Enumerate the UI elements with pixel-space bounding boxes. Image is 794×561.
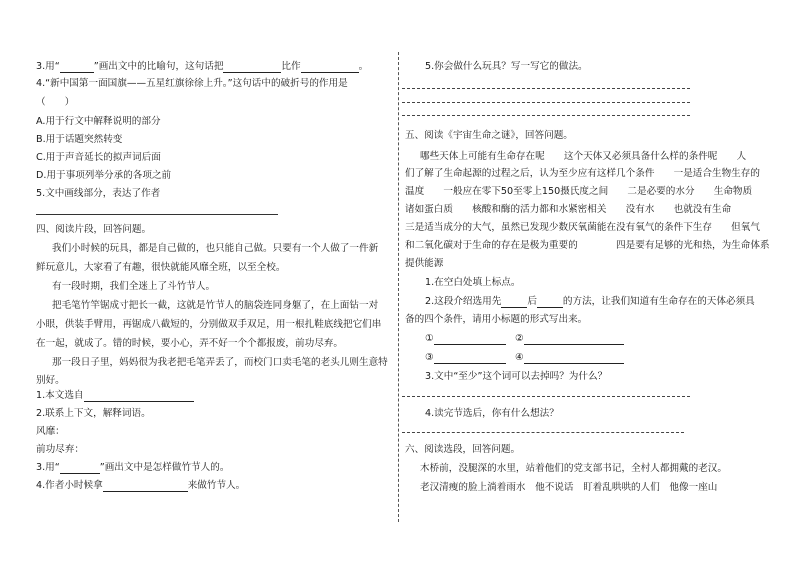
paragraph-line: 备的四个条件，请用小标题的形式写出来。 — [405, 314, 588, 325]
answer-line[interactable] — [402, 115, 690, 116]
answer-blank[interactable] — [301, 62, 359, 73]
option-b[interactable]: B.用于话题突然转变 — [36, 134, 123, 145]
question-5-toy: 5.你会做什么玩具？写一写它的做法。 — [425, 61, 588, 72]
question-2-words: 2.联系上下文，解释词语。 — [36, 408, 151, 419]
answer-line[interactable] — [402, 88, 690, 89]
paragraph-line: 们了解了生命起源的过程之后，认为至少应有这样几个条件 一是适合生物生存的 — [405, 168, 760, 179]
answer-blank[interactable] — [434, 334, 506, 345]
paragraph-line: 温度 一般应在零下50至零上150摄氏度之间 二是必要的水分 生命物质 — [405, 186, 753, 197]
paragraph-line: 鲜玩意儿，大家看了有趣，很快就能风靡全班，以至全校。 — [36, 262, 286, 273]
question-4-dash: 4.“新中国第一面国旗——五星红旗徐徐上升。”这句话中的破折号的作用是 — [36, 78, 348, 89]
answer-blank[interactable] — [524, 334, 624, 345]
answer-blank[interactable] — [60, 463, 100, 474]
paragraph-line: 别好。 — [36, 375, 65, 386]
question-3-how: 3.用“ ”画出文中是怎样做竹节人的。 — [36, 462, 230, 473]
question-2-method: 2.这段介绍选用先 后 的方法，让我们知道有生命存在的天体必须具 — [425, 296, 755, 307]
paragraph-line: 在一起，就成了。错的时候，要小心，弄不好一个个都报废，前功尽弃。 — [36, 338, 343, 349]
subtitle-slot-4: ④ — [515, 352, 624, 364]
answer-line[interactable] — [402, 432, 684, 433]
answer-blank[interactable] — [223, 62, 281, 73]
answer-line[interactable] — [36, 214, 278, 215]
answer-line[interactable] — [402, 102, 690, 103]
answer-blank[interactable] — [103, 481, 188, 492]
option-a[interactable]: A.用于行文中解释说明的部分 — [36, 116, 161, 127]
paragraph-line: 木桥前，没腿深的水里，站着他们的党支部书记，全村人都拥戴的老汉。 — [420, 463, 727, 474]
answer-blank[interactable] — [537, 297, 563, 308]
subtitle-slot-1: ① — [425, 333, 506, 345]
paragraph-line: 哪些天体上可能有生命存在呢 这个天体又必须具备什么样的条件呢 人 — [420, 151, 747, 162]
paragraph-line: 那一段日子里，妈妈很为我老把毛笔弄丢了，而校门口卖毛笔的老头儿则生意特 — [52, 357, 388, 368]
subtitle-slot-3: ③ — [425, 352, 506, 364]
option-d[interactable]: D.用于事项列举分承的各项之前 — [36, 170, 172, 181]
section-4-title: 四、阅读片段，回答问题。 — [36, 224, 152, 235]
answer-blank[interactable] — [524, 353, 624, 364]
answer-line[interactable] — [402, 396, 690, 397]
right-column — [400, 0, 794, 561]
question-5-underline: 5.文中画线部分，表达了作者 — [36, 188, 161, 199]
answer-blank[interactable] — [501, 297, 527, 308]
paragraph-line: 三是适当成分的大气，虽然已发现少数厌氧菌能在没有氧气的条件下生存 但氧气 — [405, 222, 760, 233]
answer-blank[interactable] — [434, 353, 506, 364]
question-1-source: 1.本文选自 — [36, 390, 194, 402]
answer-blank[interactable] — [84, 391, 194, 402]
section-5-title: 五、阅读《宇宙生命之谜》，回答问题。 — [405, 130, 573, 141]
question-4-material: 4.作者小时候拿 来做竹节人。 — [36, 480, 246, 491]
question-3-simile: 3.用“ ”画出文中的比喻句，这句话把 比作 。 — [36, 61, 369, 72]
paragraph-line: 诸如蛋白质 核酸和酶的活力都和水紧密相关 没有水 也就没有生命 — [405, 204, 732, 215]
paragraph-line: 把毛笔竹竿锯成寸把长一截，这就是竹节人的脑袋连同身躯了，在上面钻一对 — [52, 300, 379, 311]
answer-blank[interactable] — [60, 62, 94, 73]
question-4-thoughts: 4.读完节选后，你有什么想法？ — [425, 408, 559, 419]
section-6-title: 六、阅读选段，回答问题。 — [405, 444, 521, 455]
subtitle-slot-2: ② — [515, 333, 624, 345]
answer-paren[interactable]: （ ） — [36, 97, 75, 108]
word-qiangongjinqi: 前功尽弃： — [36, 444, 84, 455]
paragraph-line: 和二氧化碳对于生命的存在是极为重要的 四是要有足够的光和热，为生命体系 — [405, 240, 770, 251]
word-fengmi: 风靡： — [36, 426, 65, 437]
question-1-punctuation: 1.在空白处填上标点。 — [425, 277, 521, 288]
option-c[interactable]: C.用于声音延长的拟声词后面 — [36, 152, 161, 163]
paragraph-line: 提供能源 — [405, 258, 444, 269]
paragraph-line: 老汉清瘦的脸上淌着雨水 他不说话 盯着乱哄哄的人们 他像一座山 — [420, 482, 718, 493]
paragraph-line: 小眼，供装手臂用，再锯成八截短的，分别做双手双足，用一根扎鞋底线把它们串 — [36, 319, 382, 330]
paragraph-line: 有一段时期，我们全迷上了斗竹节人。 — [52, 281, 216, 292]
question-3-zhishao: 3.文中“至少”这个词可以去掉吗？为什么？ — [425, 371, 608, 382]
column-divider — [398, 52, 399, 522]
paragraph-line: 我们小时候的玩具，都是自己做的，也只能自己做。只要有一个人做了一件新 — [52, 243, 379, 254]
